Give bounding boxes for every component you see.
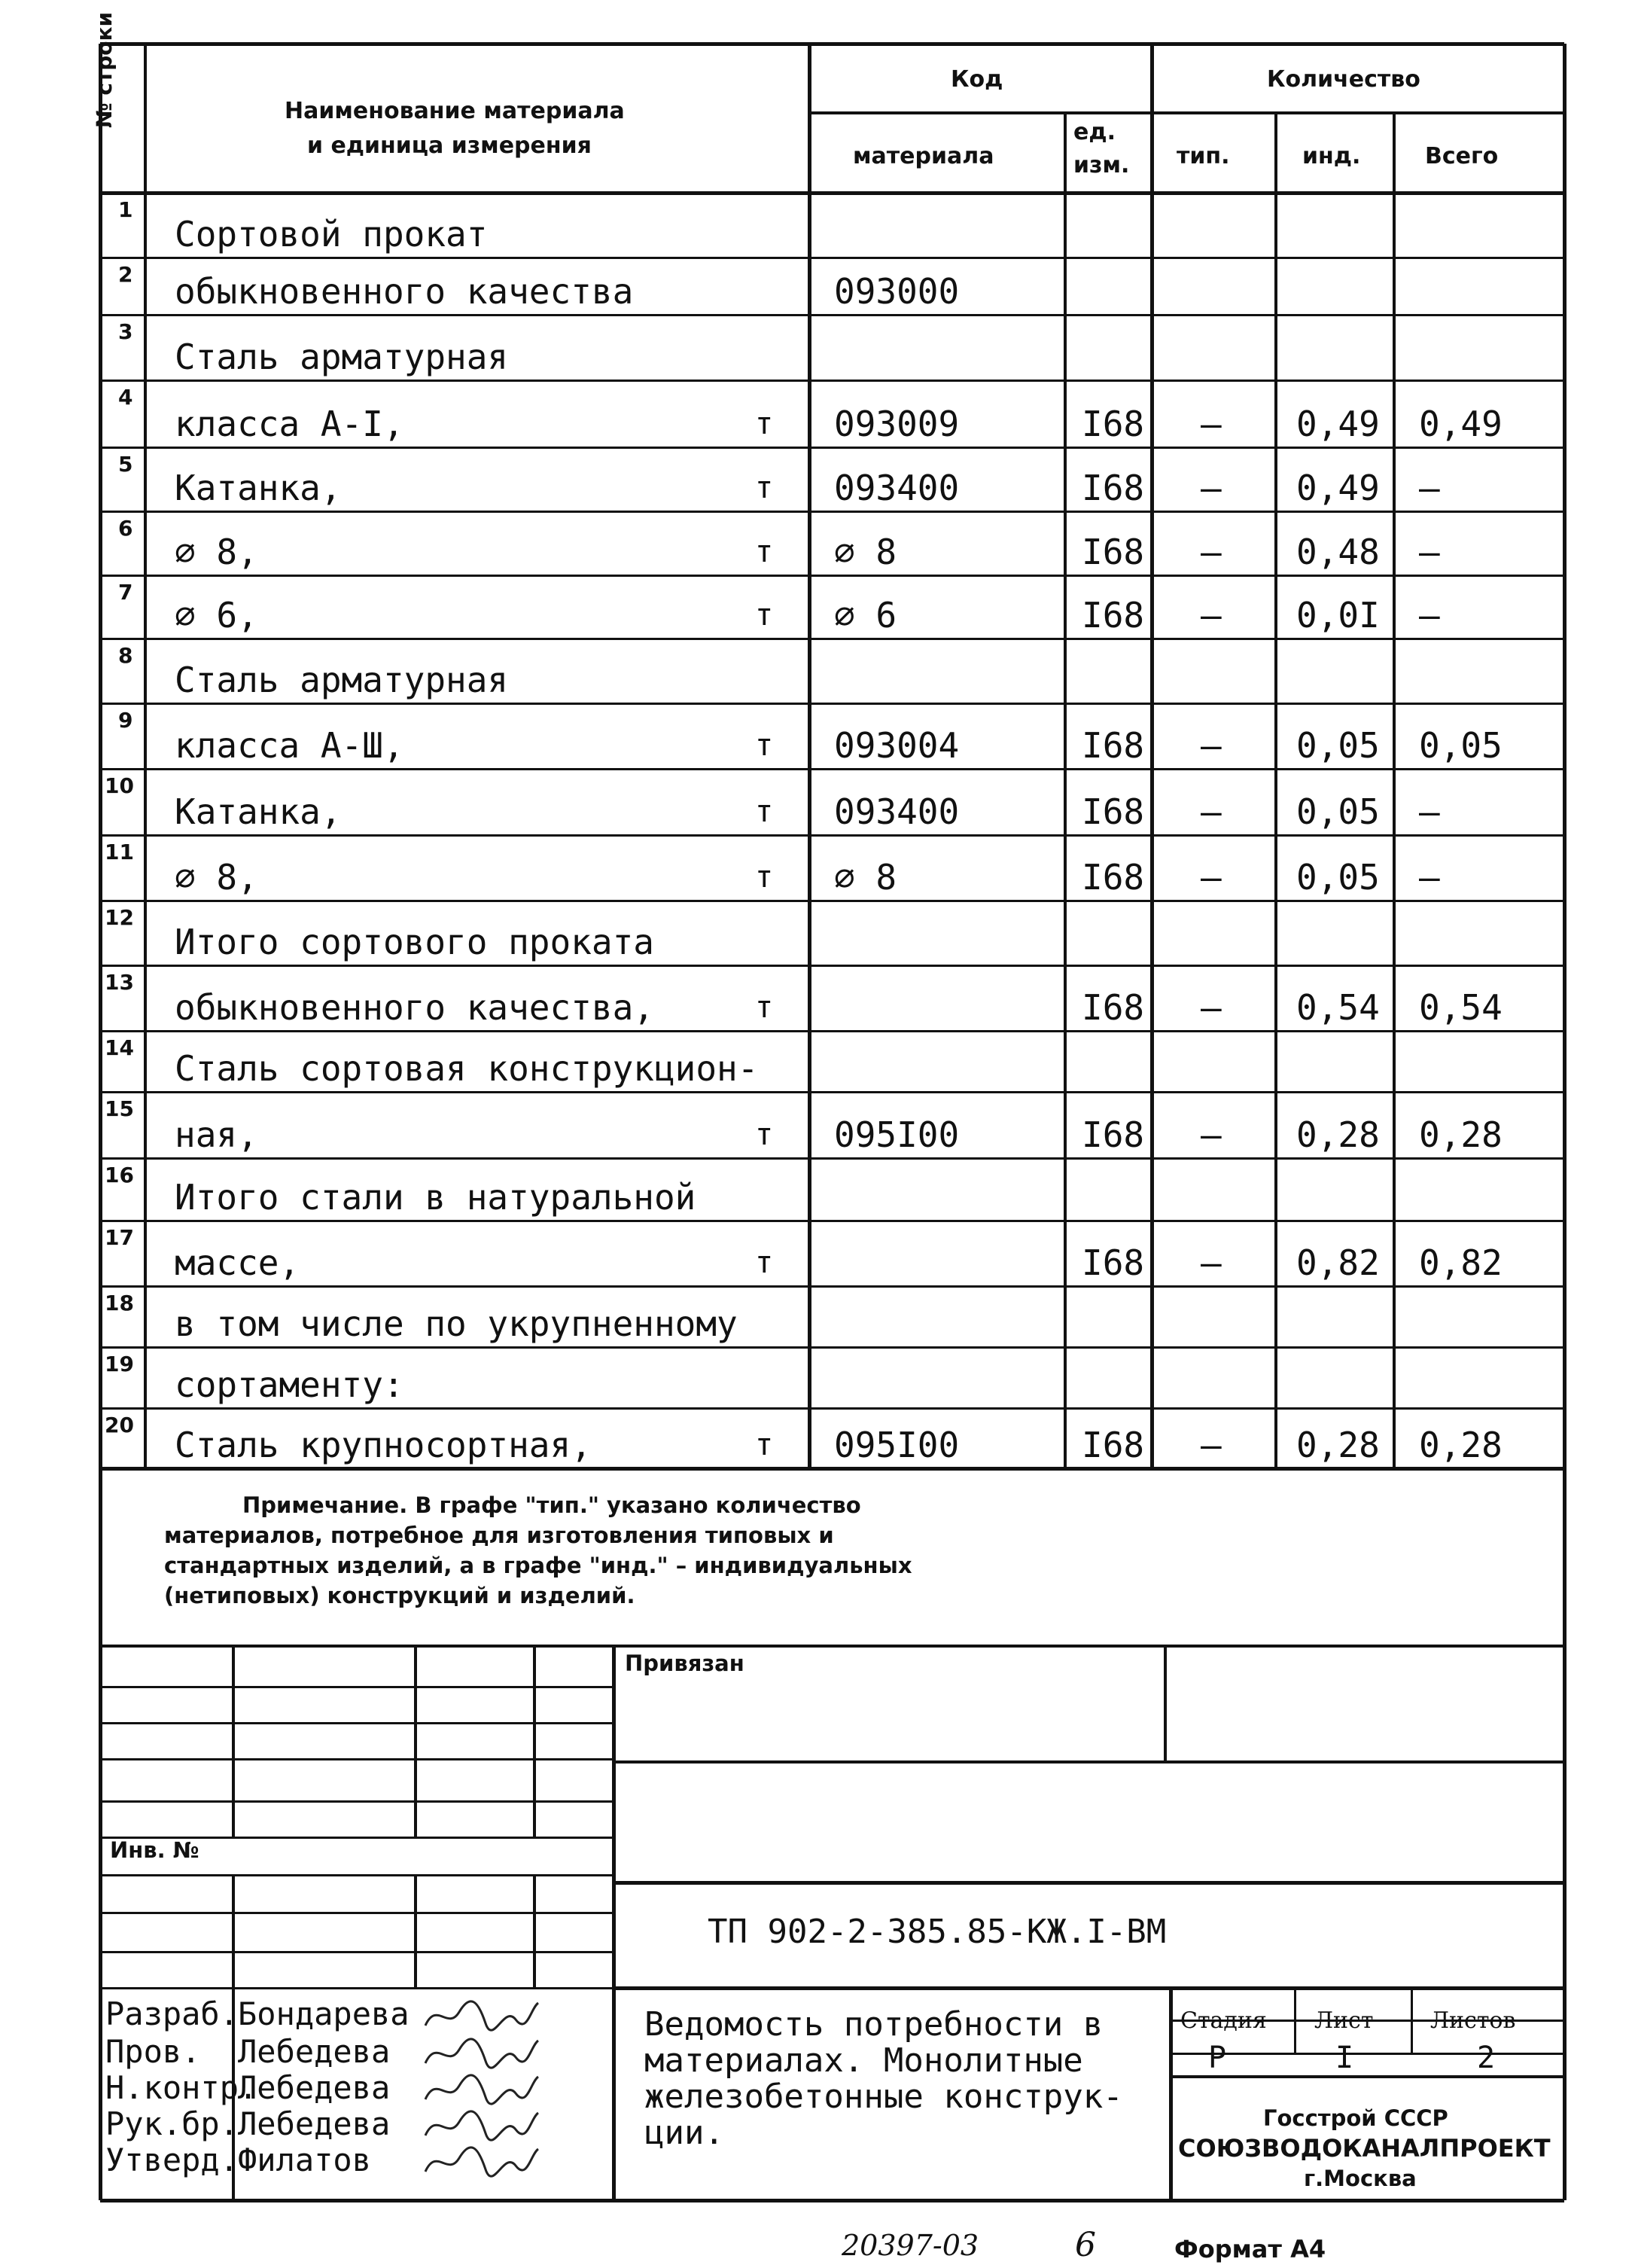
grid-line xyxy=(100,575,1564,577)
material-name: Сталь арматурная xyxy=(175,337,509,377)
qty-ind: 0,05 xyxy=(1296,725,1380,766)
unit-code: I68 xyxy=(1082,468,1145,508)
grid-line xyxy=(100,1758,614,1760)
grid-line xyxy=(1411,1988,1413,2053)
unit-code: I68 xyxy=(1082,595,1145,636)
header-unit-line2: изм. xyxy=(1073,152,1130,178)
header-code: Код xyxy=(951,66,1003,93)
sheet-label: Лист xyxy=(1314,2007,1374,2034)
unit-label: т xyxy=(755,990,774,1025)
header-typ: тип. xyxy=(1177,143,1230,169)
unit-label: т xyxy=(755,1245,774,1280)
qty-ind: 0,54 xyxy=(1296,987,1380,1028)
signer-name: Лебедева xyxy=(238,2033,391,2070)
unit-code: I68 xyxy=(1082,987,1145,1028)
grid-line xyxy=(100,1220,1564,1222)
format-label: Формат А4 xyxy=(1174,2235,1326,2263)
inv-no-label: Инв. № xyxy=(110,1837,199,1863)
grid-line xyxy=(100,1800,614,1803)
grid-line xyxy=(100,965,1564,967)
unit-label: т xyxy=(755,535,774,569)
grid-line xyxy=(100,703,1564,705)
row-number: 1 xyxy=(118,197,133,222)
material-code: ∅ 6 xyxy=(834,595,897,636)
signer-name: Филатов xyxy=(238,2141,372,2178)
grid-line xyxy=(100,1912,614,1914)
qty-total: 0,28 xyxy=(1419,1114,1503,1155)
row-number: 12 xyxy=(105,905,134,930)
material-name: ∅ 8, xyxy=(175,532,258,572)
qty-ind: 0,49 xyxy=(1296,404,1380,444)
grid-line xyxy=(232,1646,235,1837)
material-code: 093000 xyxy=(834,271,960,312)
grid-line xyxy=(1164,1646,1167,1762)
row-number: 8 xyxy=(118,643,133,668)
qty-typ: – xyxy=(1201,791,1222,832)
qty-typ: – xyxy=(1201,1242,1222,1283)
row-number: 11 xyxy=(105,840,134,864)
signer-role: Рук.бр. xyxy=(105,2105,239,2142)
grid-line xyxy=(533,1646,536,1837)
material-name: ∅ 8, xyxy=(175,857,258,898)
unit-label: т xyxy=(755,1428,774,1462)
qty-total: 0,28 xyxy=(1419,1425,1503,1465)
row-number: 9 xyxy=(118,708,133,733)
unit-code: I68 xyxy=(1082,532,1145,572)
row-number: 16 xyxy=(105,1163,134,1187)
qty-ind: 0,05 xyxy=(1296,791,1380,832)
unit-label: т xyxy=(755,794,774,829)
header-total: Всего xyxy=(1425,143,1499,169)
signature-scribble xyxy=(422,2035,542,2072)
grid-line xyxy=(100,2199,1564,2202)
grid-line xyxy=(1064,113,1067,1468)
material-code: 093400 xyxy=(834,791,960,832)
row-number: 14 xyxy=(105,1035,134,1060)
grid-line xyxy=(100,1987,614,1989)
grid-line xyxy=(1294,1988,1296,2053)
grid-line xyxy=(100,1157,1564,1160)
privyazan-label: Привязан xyxy=(625,1651,744,1676)
header-quantity: Количество xyxy=(1267,66,1420,93)
unit-code: I68 xyxy=(1082,725,1145,766)
signature-scribble xyxy=(422,1997,542,2035)
material-name: обыкновенного качества xyxy=(175,271,634,312)
qty-ind: 0,48 xyxy=(1296,532,1380,572)
unit-code: I68 xyxy=(1082,791,1145,832)
stamp-number: 20397-03 xyxy=(842,2229,979,2262)
row-number: 2 xyxy=(118,262,133,287)
grid-line xyxy=(100,1645,614,1648)
stage-label: Стадия xyxy=(1180,2007,1267,2034)
material-name: сортаменту: xyxy=(175,1364,404,1405)
qty-total: – xyxy=(1419,468,1440,508)
org-line-2: СОЮЗВОДОКАНАЛПРОЕКТ xyxy=(1178,2134,1551,2163)
grid-line xyxy=(100,1285,1564,1288)
unit-label: т xyxy=(755,471,774,505)
grid-line xyxy=(614,1881,1564,1885)
grid-line xyxy=(809,111,1564,114)
qty-typ: – xyxy=(1201,468,1222,508)
row-number: 4 xyxy=(118,385,133,410)
grid-line xyxy=(614,1760,1564,1763)
grid-line xyxy=(100,638,1564,640)
qty-total: – xyxy=(1419,791,1440,832)
material-name: Сортовой прокат xyxy=(175,214,488,255)
material-name: обыкновенного качества, xyxy=(175,987,654,1028)
unit-label: т xyxy=(755,598,774,633)
material-name: Итого стали в натуральной xyxy=(175,1177,696,1218)
grid-line xyxy=(100,191,1564,195)
grid-line xyxy=(100,1030,1564,1032)
material-name: Катанка, xyxy=(175,791,342,832)
grid-line xyxy=(1171,2075,1564,2078)
qty-typ: – xyxy=(1201,1114,1222,1155)
qty-ind: 0,49 xyxy=(1296,468,1380,508)
qty-ind: 0,05 xyxy=(1296,857,1380,898)
unit-code: I68 xyxy=(1082,1425,1145,1465)
row-number: 7 xyxy=(118,580,133,605)
qty-typ: – xyxy=(1201,1425,1222,1465)
qty-ind: 0,0I xyxy=(1296,595,1380,636)
org-line-1: Госстрой СССР xyxy=(1263,2105,1448,2131)
grid-line xyxy=(100,42,1564,46)
qty-total: – xyxy=(1419,857,1440,898)
grid-line xyxy=(1274,113,1277,1468)
grid-line xyxy=(99,44,102,2200)
material-name: Катанка, xyxy=(175,468,342,508)
qty-typ: – xyxy=(1201,725,1222,766)
signer-role: Пров. xyxy=(105,2033,201,2070)
material-name: класса А-I, xyxy=(175,404,404,444)
title-line-2: материалах. Монолитные xyxy=(644,2041,1083,2080)
grid-line xyxy=(100,1346,1564,1349)
qty-typ: – xyxy=(1201,532,1222,572)
signer-name: Лебедева xyxy=(238,2069,391,2106)
signature-scribble xyxy=(422,2107,542,2145)
material-name: класса А-Ш, xyxy=(175,725,404,766)
grid-line xyxy=(100,768,1564,770)
stage-value: Р xyxy=(1208,2041,1227,2075)
qty-total: – xyxy=(1419,595,1440,636)
title-line-4: ции. xyxy=(644,2114,724,2152)
grid-line xyxy=(100,380,1564,382)
document-code: ТП 902-2-385.85-КЖ.I-ВМ xyxy=(708,1913,1167,1951)
header-name-line1: Наименование материала xyxy=(285,98,625,124)
header-row-no: № строки xyxy=(92,11,117,128)
grid-line xyxy=(612,1646,616,2200)
qty-typ: – xyxy=(1201,595,1222,636)
title-line-1: Ведомость потребности в xyxy=(644,2005,1104,2044)
grid-line xyxy=(100,1091,1564,1093)
row-number: 5 xyxy=(118,452,133,477)
note-line-1: Примечание. В графе "тип." указано количество xyxy=(242,1492,861,1518)
signer-role: Разраб. xyxy=(105,1995,239,2032)
grid-line xyxy=(100,1951,614,1953)
qty-total: 0,82 xyxy=(1419,1242,1503,1283)
sheets-label: Листов xyxy=(1430,2007,1516,2034)
header-name-line2: и единица измерения xyxy=(307,133,592,159)
signature-scribble xyxy=(422,2071,542,2108)
material-name: Итого сортового проката xyxy=(175,922,654,962)
grid-line xyxy=(100,1874,614,1876)
row-number: 17 xyxy=(105,1225,134,1250)
material-name: Сталь арматурная xyxy=(175,660,509,700)
qty-total: 0,54 xyxy=(1419,987,1503,1028)
material-name: Сталь крупносортная, xyxy=(175,1425,592,1465)
row-number: 18 xyxy=(105,1291,134,1315)
qty-typ: – xyxy=(1201,404,1222,444)
grid-line xyxy=(1171,2053,1564,2055)
grid-line xyxy=(100,314,1564,316)
row-number: 10 xyxy=(105,773,134,798)
qty-total: 0,49 xyxy=(1419,404,1503,444)
grid-line xyxy=(100,1407,1564,1410)
material-name: ∅ 6, xyxy=(175,595,258,636)
grid-line xyxy=(100,1467,1564,1471)
note-line-3: стандартных изделий, а в графе "инд." – индивидуальных xyxy=(164,1553,912,1578)
material-code: 095I00 xyxy=(834,1114,960,1155)
material-name: ная, xyxy=(175,1114,258,1155)
unit-label: т xyxy=(755,407,774,441)
grid-line xyxy=(100,900,1564,902)
page-number: 6 xyxy=(1075,2226,1096,2264)
qty-typ: – xyxy=(1201,987,1222,1028)
grid-line xyxy=(100,1722,614,1724)
grid-line xyxy=(100,447,1564,449)
unit-code: I68 xyxy=(1082,1114,1145,1155)
org-line-3: г.Москва xyxy=(1304,2166,1417,2191)
row-number: 20 xyxy=(105,1413,134,1437)
title-line-3: железобетонные конструк- xyxy=(644,2077,1123,2116)
signer-name: Бондарева xyxy=(238,1995,410,2032)
grid-line xyxy=(414,1646,417,1837)
signer-name: Лебедева xyxy=(238,2105,391,2142)
material-code: 093009 xyxy=(834,404,960,444)
qty-ind: 0,28 xyxy=(1296,1425,1380,1465)
row-number: 6 xyxy=(118,516,133,541)
material-code: ∅ 8 xyxy=(834,532,897,572)
grid-line xyxy=(614,1986,1564,1990)
row-number: 3 xyxy=(118,319,133,344)
material-code: 095I00 xyxy=(834,1425,960,1465)
material-code: 093004 xyxy=(834,725,960,766)
qty-total: 0,05 xyxy=(1419,725,1503,766)
grid-line xyxy=(100,1686,614,1688)
grid-line xyxy=(1393,113,1396,1468)
header-material: материала xyxy=(853,143,994,169)
grid-line xyxy=(100,511,1564,513)
grid-line xyxy=(100,834,1564,837)
header-ind: инд. xyxy=(1302,143,1361,169)
row-number: 15 xyxy=(105,1096,134,1121)
qty-ind: 0,82 xyxy=(1296,1242,1380,1283)
unit-label: т xyxy=(755,1117,774,1152)
grid-line xyxy=(414,1875,417,1988)
qty-total: – xyxy=(1419,532,1440,572)
material-name: в том числе по укрупненному xyxy=(175,1303,738,1344)
qty-ind: 0,28 xyxy=(1296,1114,1380,1155)
sheets-value: 2 xyxy=(1477,2041,1496,2075)
grid-line xyxy=(100,257,1564,259)
unit-label: т xyxy=(755,860,774,895)
unit-code: I68 xyxy=(1082,404,1145,444)
note-line-4: (нетиповых) конструкций и изделий. xyxy=(164,1583,635,1608)
material-code: 093400 xyxy=(834,468,960,508)
material-code: ∅ 8 xyxy=(834,857,897,898)
signer-role: Н.контр. xyxy=(105,2069,258,2106)
unit-label: т xyxy=(755,728,774,763)
unit-code: I68 xyxy=(1082,857,1145,898)
header-unit-line1: ед. xyxy=(1073,119,1116,145)
grid-line xyxy=(533,1875,536,1988)
sheet-value: I xyxy=(1335,2041,1354,2075)
material-name: массе, xyxy=(175,1242,300,1283)
note-line-2: материалов, потребное для изготовления типовых и xyxy=(164,1523,834,1548)
row-number: 13 xyxy=(105,970,134,995)
grid-line xyxy=(1563,44,1566,2200)
row-number: 19 xyxy=(105,1352,134,1376)
signature-scribble xyxy=(422,2143,542,2181)
unit-code: I68 xyxy=(1082,1242,1145,1283)
signer-role: Утверд. xyxy=(105,2141,239,2178)
qty-typ: – xyxy=(1201,857,1222,898)
material-name: Сталь сортовая конструкцион- xyxy=(175,1048,759,1089)
